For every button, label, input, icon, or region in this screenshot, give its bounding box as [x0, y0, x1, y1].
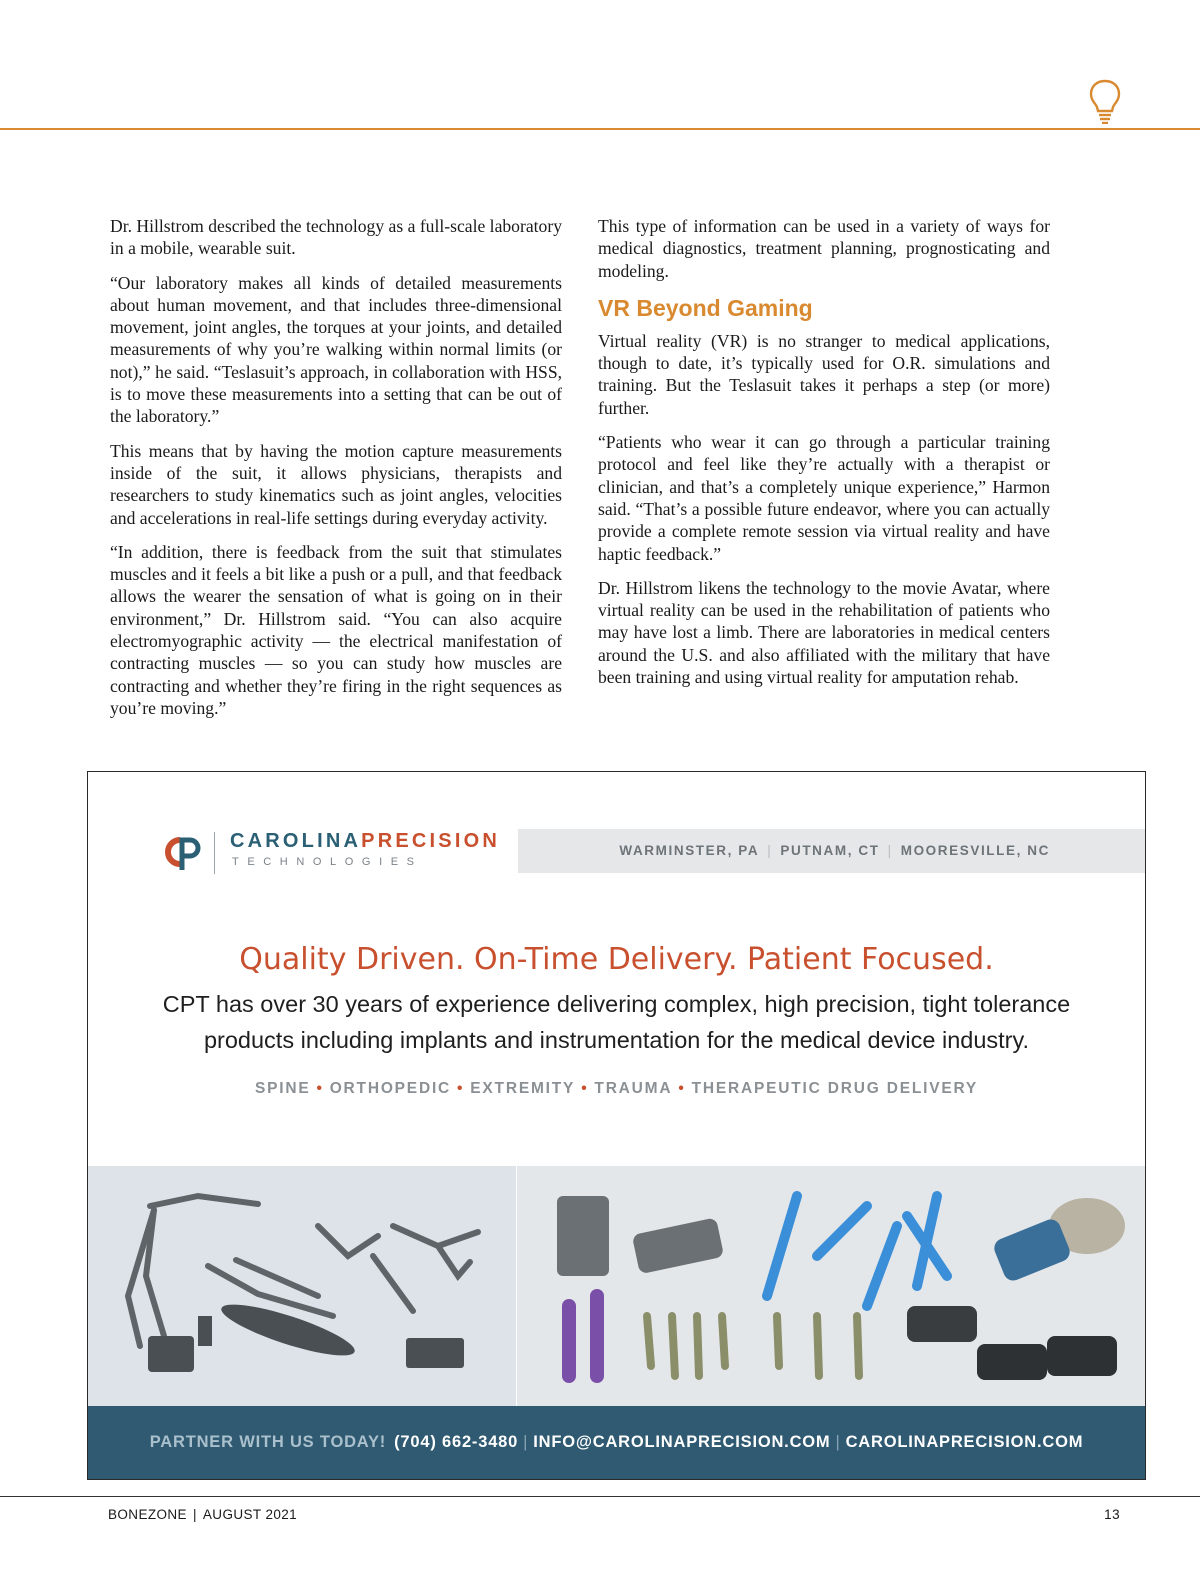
- article-paragraph: “Our laboratory makes all kinds of detailed measurements about human movement, and that includes three-dimensional movement, joint angles, the torques at your joints, and detailed measurements of why you’re walking within normal limits (or not),” he said. “Teslasuit’s approach, in collaboration with HSS, is to move these measurements into a setting that can be out of the laboratory.”: [110, 272, 562, 427]
- category: TRAUMA: [594, 1080, 673, 1097]
- ad-subcopy: CPT has over 30 years of experience delivering complex, high precision, tight tolerance products including implants and instrumentation for the medical device industry.: [162, 991, 1071, 1053]
- locations-bar: WARMINSTER, PA | PUTNAM, CT | MOORESVILLE, NC: [518, 829, 1145, 873]
- category: EXTREMITY: [470, 1080, 576, 1097]
- header-rule: [0, 128, 1200, 130]
- email-link[interactable]: INFO@CAROLINAPRECISION.COM: [533, 1433, 831, 1451]
- location: PUTNAM, CT: [780, 843, 880, 858]
- article-column-right: [598, 215, 1050, 700]
- article-paragraph: “Patients who wear it can go through a particular training protocol and feel like they’re actually with a therapist or clinician, and that’s a completely unique experience,” Harmon said. “That’s a possible future endeavor, where you can actually provide a complete remote session via virtual reality and have haptic feedback.”: [598, 432, 1050, 564]
- ad-headline: Quality Driven. On-Time Delivery. Patient Focused.: [239, 942, 994, 977]
- article-paragraph: Dr. Hillstrom described the technology as a full-scale laboratory in a mobile, wearable suit.: [110, 216, 562, 259]
- phone-link[interactable]: (704) 662-3480: [394, 1433, 519, 1451]
- product-categories: SPINE • ORTHOPEDIC • EXTREMITY • TRAUMA • THERAPEUTIC DRUG DELIVERY: [254, 1080, 979, 1097]
- location: WARMINSTER, PA: [619, 843, 760, 858]
- company-tagline: TECHNOLOGIES: [232, 856, 423, 868]
- category: SPINE: [254, 1080, 311, 1097]
- article-column-left: [110, 215, 562, 731]
- footer-publication: BONEZONE | AUGUST 2021: [108, 1507, 298, 1522]
- company-logo[interactable]: [160, 830, 500, 878]
- article-paragraph: Dr. Hillstrom likens the technology to the movie Avatar, where virtual reality can be used in the rehabilitation of patients who may have lost a limb. There are laboratories in medical centers around the U.S. and also affiliated with the military that have been training and using virtual reality for amputation rehab.: [598, 577, 1050, 688]
- location: MOORESVILLE, NC: [900, 843, 1050, 858]
- website-link[interactable]: CAROLINAPRECISION.COM: [845, 1433, 1084, 1451]
- category: THERAPEUTIC DRUG DELIVERY: [691, 1080, 979, 1097]
- orthopedic-implants-photo: [517, 1166, 1145, 1406]
- logo-divider: [214, 832, 215, 874]
- article-paragraph: This type of information can be used in a variety of ways for medical diagnostics, treatment planning, prognosticating and modeling.: [598, 216, 1050, 281]
- category: ORTHOPEDIC: [329, 1080, 452, 1097]
- section-heading: VR Beyond Gaming: [598, 294, 813, 321]
- cp-logo-icon: [160, 832, 204, 872]
- advertisement[interactable]: [87, 771, 1146, 1480]
- cta-lead: PARTNER WITH US TODAY!: [149, 1433, 387, 1451]
- article-paragraph: “In addition, there is feedback from the suit that stimulates muscles and it feels a bit like a push or a pull, and that feedback allows the wearer the sensation of what is going on in their environment,” Dr. Hillstrom said. “You can also acquire electromyographic activity — the electrical manifestation of contracting muscles — so you can study how muscles are contracting and whether they’re firing in the right sequences as you’re moving.”: [110, 541, 562, 718]
- surgical-instruments-photo: [88, 1166, 516, 1406]
- footer-rule: [0, 1496, 1200, 1497]
- article-paragraph: This means that by having the motion capture measurements inside of the suit, it allows physicians, therapists and researchers to study kinematics such as joint angles, velocities and accelerations in real-life settings during everyday activity.: [110, 440, 562, 528]
- lightbulb-icon: [1088, 78, 1122, 124]
- page-number: 13: [1104, 1507, 1120, 1522]
- article-paragraph: Virtual reality (VR) is no stranger to medical applications, though to date, it’s typically used for O.R. simulations and training. But the Teslasuit takes it perhaps a step (or more) further.: [598, 330, 1050, 418]
- company-name: CAROLINAPRECISION: [230, 830, 500, 852]
- cta-bar: PARTNER WITH US TODAY! (704) 662-3480 | INFO@CAROLINAPRECISION.COM | CAROLINAPRECISION.COM: [88, 1406, 1145, 1479]
